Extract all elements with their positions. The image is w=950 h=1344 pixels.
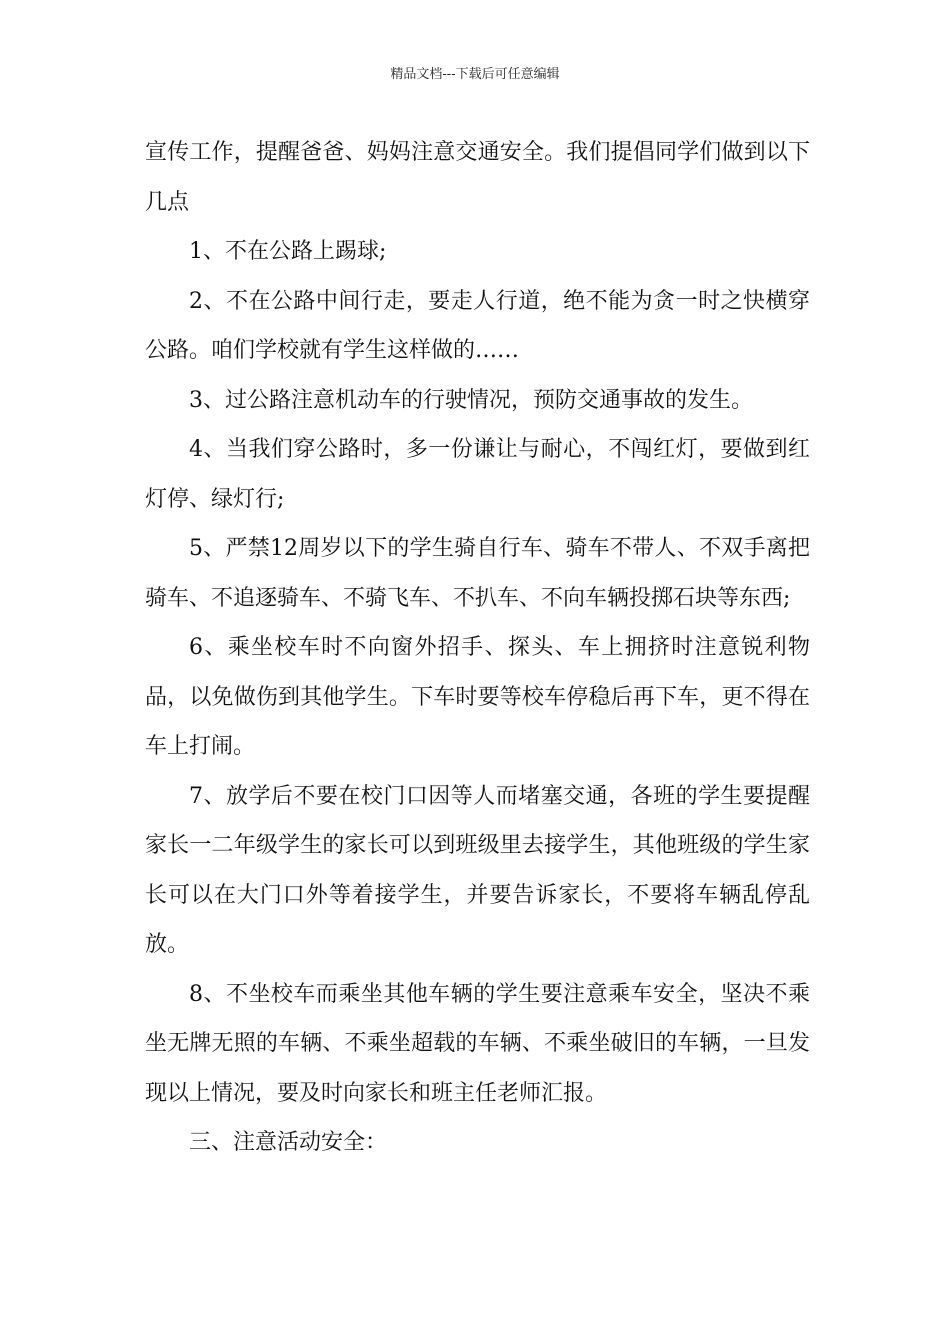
list-item-7: 7、放学后不要在校门口因等人而堵塞交通，各班的学生要提醒家长一二年级学生的家长可以到班级里去接学生，其他班级的学生家长可以在大门口外等着接学生，并要告诉家长，不要将车辆乱停乱放。 [145, 783, 810, 957]
list-item-5: 5、严禁12周岁以下的学生骑自行车、骑车不带人、不双手离把骑车、不追逐骑车、不骑飞车、不扒车、不向车辆投掷石块等东西; [145, 536, 810, 611]
page-header: 精品文档---下载后可任意编辑 [390, 67, 560, 82]
list-item-8: 8、不坐校车而乘坐其他车辆的学生要注意乘车安全，坚决不乘坐无牌无照的车辆、不乘坐超载的车辆、不乘坐破旧的车辆，一旦发现以上情况，要及时向家长和班主任老师汇报。 [145, 981, 810, 1106]
list-item-2: 2、不在公路中间行走，要走人行道，绝不能为贪一时之快横穿公路。咱们学校就有学生这样做的…… [145, 288, 810, 363]
document-body [145, 128, 810, 1168]
list-item-6: 6、乘坐校车时不向窗外招手、探头、车上拥挤时注意锐利物品，以免做伤到其他学生。下车时要等校车停稳后再下车，更不得在车上打闹。 [145, 635, 810, 759]
paragraph-intro-continuation: 宣传工作，提醒爸爸、妈妈注意交通安全。我们提倡同学们做到以下几点 [145, 140, 810, 215]
list-item-4: 4、当我们穿公路时，多一份谦让与耐心，不闯红灯，要做到红灯停、绿灯行; [145, 437, 810, 512]
list-item-1: 1、不在公路上踢球; [189, 239, 387, 264]
list-item-3: 3、过公路注意机动车的行驶情况，预防交通事故的发生。 [189, 387, 753, 413]
section-heading-activity-safety: 三、注意活动安全： [189, 1130, 388, 1155]
